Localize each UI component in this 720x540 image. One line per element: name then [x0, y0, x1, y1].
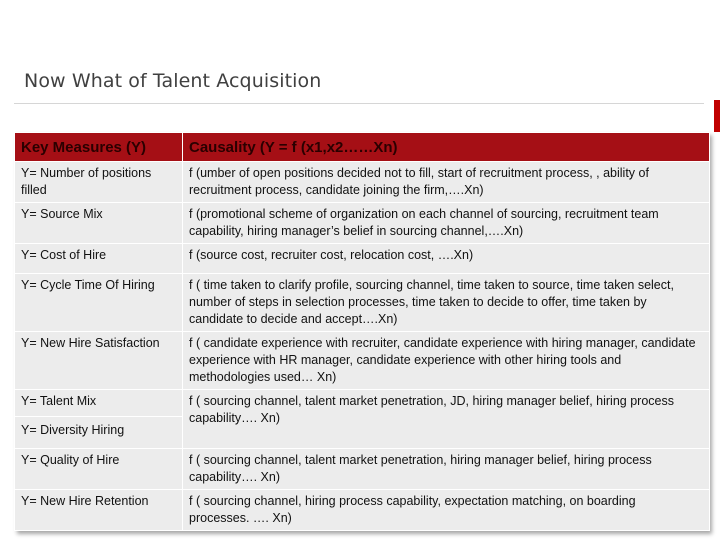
accent-bar [714, 100, 720, 132]
measure-cell: Y= Source Mix [15, 203, 183, 244]
measure-cell [15, 390, 183, 449]
causality-cell: f ( sourcing channel, talent market penetration, hiring manager belief, hiring process capability…. Xn) [183, 449, 710, 490]
measures-table [14, 132, 709, 531]
header-key-measures: Key Measures (Y) [15, 133, 183, 162]
measure-cell: Y= Cycle Time Of Hiring [15, 274, 183, 332]
table-row [15, 203, 710, 244]
table-header-row [15, 133, 710, 162]
measure-label-diversity-hiring: Y= Diversity Hiring [15, 416, 182, 439]
measure-label-talent-mix: Y= Talent Mix [21, 394, 97, 408]
causality-cell: f ( sourcing channel, talent market penetration, JD, hiring manager belief, hiring process capability…. Xn) [183, 390, 710, 449]
causality-cell: f (umber of open positions decided not to fill, start of recruitment process, , ability of recruitment process, candidate joining the firm,….Xn) [183, 162, 710, 203]
slide-title: Now What of Talent Acquisition [24, 70, 322, 92]
measure-cell: Y= Number of positions filled [15, 162, 183, 203]
causality-cell: f ( time taken to clarify profile, sourcing channel, time taken to source, time taken select, number of steps in selection processes, time taken to decide to offer, time taken by candidate to decide and accept….Xn) [183, 274, 710, 332]
table-row [15, 449, 710, 490]
table-row [15, 162, 710, 203]
table-row [15, 244, 710, 274]
table-row [15, 390, 710, 449]
measure-cell: Y= Cost of Hire [15, 244, 183, 274]
causality-cell: f ( candidate experience with recruiter, candidate experience with hiring manager, candidate experience with HR manager, candidate experience with other hiring tools and methodologies used… Xn) [183, 332, 710, 390]
causality-cell: f (promotional scheme of organization on each channel of sourcing, recruitment team capability, hiring manager’s belief in sourcing channel,….Xn) [183, 203, 710, 244]
table-row [15, 490, 710, 531]
measure-cell: Y= New Hire Retention [15, 490, 183, 531]
measure-cell: Y= Quality of Hire [15, 449, 183, 490]
table-row [15, 332, 710, 390]
table-row [15, 274, 710, 332]
title-divider [14, 103, 704, 104]
causality-cell: f (source cost, recruiter cost, relocation cost, ….Xn) [183, 244, 710, 274]
measure-cell: Y= New Hire Satisfaction [15, 332, 183, 390]
header-causality: Causality (Y = f (x1,x2……Xn) [183, 133, 710, 162]
causality-cell: f ( sourcing channel, hiring process capability, expectation matching, on boarding processes. …. Xn) [183, 490, 710, 531]
